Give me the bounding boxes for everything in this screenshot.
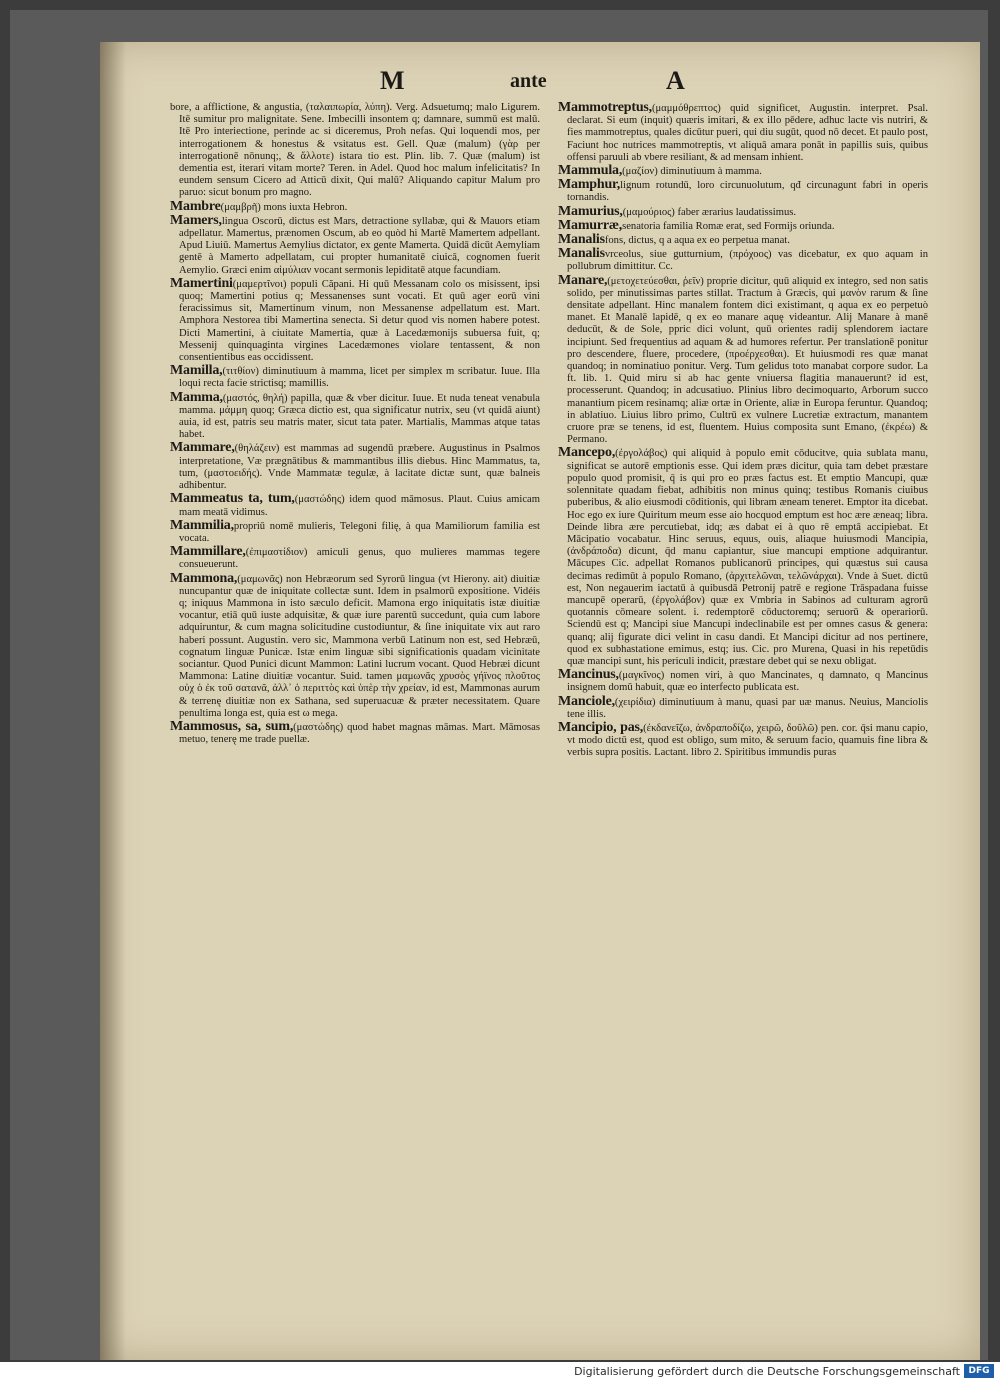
entry-headword: Mammula, [558,163,623,179]
running-head-right: A [666,66,685,95]
entry-headword: Manciole, [558,693,615,709]
running-head [100,66,980,106]
dictionary-entry [170,493,540,518]
dictionary-entry [558,693,928,721]
dictionary-entry [170,442,540,492]
entry-headword: Mammillare, [170,544,246,560]
gutter-shadow [100,42,126,1360]
dictionary-entry [170,517,540,545]
running-head-middle: ante [510,70,547,92]
entry-headword: Mambre [170,198,221,214]
dictionary-entry [558,719,928,760]
dictionary-entry [558,272,928,447]
entry-headword: Mamurius, [558,203,623,219]
left-column [170,102,540,1312]
dictionary-entry [170,570,540,720]
entry-headword: Manalis [558,246,605,262]
entry-text: lingua Oscorū, dictus est Mars, detractione syllabæ, qui & Mauors etiam adpellatur. Mamertus, prænomen Oscum, ab eo quòd hi Martē Mamertem adpellant. Apud Liuiū. Mamertus Aemylius dictator, ex gente Mamerta. Quidā dicūt Aemyliam gentē à Mamerto adpellatam, cui propter humanitatē ciuicā, cognomen fuerit Aemylio. Græci enim αἱμύλιαν vocant sermonis lepiditatē atque facundiam. [179,215,540,276]
dictionary-entry [170,389,540,442]
entry-headword: Mammeatus ta, tum, [170,491,295,507]
dictionary-entry [170,365,540,390]
entry-text: (μετοχετεύεσθαι, ῥεῖν) proprie dicitur, quū aliquid ex integro, sed non satis solido, per minutissimas partes stillat. Tractum à Græcis, qui μανὸν rarum & ſine densitate adpellant. Hinc manalem fontem dici existimant, q aqua ex eo perpetuò manet. Et Manalē lapidē, q ex eo manare aquę videantur. Alij Manare à manē deducūt, & de Sole, ppric dici volunt, quū orientes radij splendorem iactare incipiunt. Sed frequentius ad aquam & ad humores refertur. Per translationē ponitur pro descendere, fluere, procedere, (προέρχεσθαι). Et huiusmodi res quæ manat quandoq; in nominatiuo ponitur. Verg. Tum gelidus toto manabat corpore sudor. La ft. lib. 1. Quid miru si ab hac gente vniuersa flagitia manauerunt? id est, processerunt. Quandoq; in adcusatiuo. Plinius libro decimoquarto, Arborum succo manantium picem resinamq; aliæ ortæ in Oriente, aliæ in Europa feruntur. Quandoq; in ablatiuo. Liuius libro primo, Cultrū ex vulnere Lucretiæ extractum, manantem cruore præ se tenens, id est, fluentem. Huius composita sunt Emano, (ἐκρέω) & Permano. [567,275,928,446]
entry-text: (μαστώδης) quod habet magnas māmas. Mart. Māmosas metuo, tenerę me trade puellæ. [179,721,540,746]
running-head-left: M [380,66,405,95]
entry-text: (μαζίον) diminutiuum à mamma. [622,166,762,178]
dictionary-entry [170,275,540,364]
entry-text: lignum rotundū, loro circunuolutum, qđ circunagunt fabri in operis tornandis. [567,180,928,204]
entry-text: (ἐργολάβος) qui aliquid à populo emit cōducitve, quia sublata manu, significat se autorē emptionis esse. Qui idem præs dicitur, quia tam debet præstare populo quod promisit, q̄ is qui pro eo præs factus est. Et emptio Mancupi, quæ solennitate quadam fiebat, adhibitis non minus quinq; testibus Romanis ciuibus puberibus, & alio eiusmodi cōditionis, qui libram æneam teneret. Emptor ita dicebat. Hoc ego ex iure Quiritum meum esse aio hocquod emptum est hoc ære æneaq; libra. Deinde libra ære percutiebat, idq; æs dabat ei à quo rē emptā accipiebat. Et Mācipatio vocabatur. Hinc seruus, equus, ouis, aliaque huiusmodi Mancipia, (ἀνδράποδα) dicunt, q̄d manu capiantur, siue mancupi emptione adquirantur. Mācupes Cic. adpellat Romanos publicanorū principes, qui quæstus sui causa decimas redimūt à populo Romano, (ἀρχιτελῶναι, τελῶνάρχαι). Vnde à Suet. dictū est, Non negauerim iactatū à quibusdā Petronij patrē e regione Trāspadana fuisse mancupē operarū, (ἐργολάβον) quæ ex Vmbria in Sabinos ad culturam agrorū quotannis cōmeare solent. i. redemptorē cōductoremq; seruorū & operariorū. Sciendū est q; Mancipi siue Mancupi indeclinabile est per omnes casus & genera: quanq; alij figurate dici velint in casu dandi. Et Mancipi dicitur ad nos pertinere, quod ex subhastatione emimus, estq; ius. Cic. pro Murena, Quasi in his repetūdis quæ mancipi sunt, his periculi indicit, præstare debet qui se nexu obligat. [567,448,928,667]
entry-headword: Mamilla, [170,363,223,379]
entry-text: bore, a afflictione, & angustia, (ταλαιπωρία, λύπη). Verg. Adsuetumq; malo Ligurem. Itē sumitur pro malignitate. Sene. Imbecilli insontem q; damnare, summū est malū. Itē Pro interiectione, perinde ac si diceremus, Proh nefas. Qui loquendi mos, per interrogationem & honestus & vsitatus est. Gell. Quæ (malum) (γὰρ per interrogationē nōnunq;, & ἄλλοτε) istara tio est. Plin. lib. 7. Quæ (malum) ist dementia est, iterari vitam morte? Teren. in Adel. Quod hoc malum infelicitatis? In eundem sensum Cicero ad Atticū dixit, Qui malū? Aliquando capitur Malum pro paruo: sicut bonum pro magno. [170,102,540,199]
entry-headword: Mancepo, [558,445,616,461]
entry-headword: Mancinus, [558,667,619,683]
entry-text: senatoria familia Romæ erat, sed Formijs oriunda. [622,220,835,232]
entry-text: (μαμερτῖνοι) populi Căpani. Hi quū Messanam colo os misissent, ipsi quoq; Mamertini potius q; Messanenses sunt vocati. Et quū ager eorū vini feracissimus sit, Mamertinum vinum, non Messanense adpellatum est. Mart. Amphora Nestorea tibi Mamertina senecta. Si detur quod vis nomen habere potest. Dicti Mamertini, à ciuitate Mamertia, quæ à Lacedæmonijs subuersa fuit, q; Messenij quinquaginta virgines Lacedæmones violare tentassent, & non consentientibus eas occidissent. [179,278,540,364]
entry-text: (χειρίδια) diminutiuum à manu, quasi par uæ manus. Neuius, Manciolis tene illis. [567,696,928,720]
dictionary-entry [170,198,540,214]
dictionary-entry [558,217,928,233]
right-column [558,102,928,1312]
dictionary-entry [170,546,540,571]
dictionary-entry [558,102,928,164]
dictionary-entry [170,102,540,200]
entry-headword: Manalis [558,232,605,248]
entry-headword: Mamertini [170,275,233,291]
dictionary-entry [558,669,928,694]
footer-bar [0,1362,1000,1382]
entry-headword: Mammosus, sa, sum, [170,718,294,734]
entry-text: vrceolus, siue gutturnium, (πρόχοος) vas dicebatur, ex quo aquam in pollubrum dimittitur. Cc. [567,249,928,273]
entry-text: fons, dictus, q a aqua ex eo perpetua manat. [604,235,790,247]
entry-text: (ἐπιμαστίδιον) amiculi genus, quo mulieres mammas tegere consueuerunt. [179,547,540,571]
entry-text: (μαμβρῆ) mons iuxta Hebron. [220,201,348,213]
entry-headword: Manare, [558,272,608,288]
entry-headword: Mammotreptus, [558,102,652,115]
entry-headword: Mamma, [170,389,223,405]
dictionary-entry [558,234,928,247]
entry-text: (ἐκδανεῖζω, ἀνδραποδίζω, χειρῶ, δοῦλῶ) pen. cor. q̄si manu capio, vt modo dictū est, quod est obligo, sum mito, & seruum facio, quamuis fine libra & verbis supra positis. Lactant. libro 2. Spiritibus immundis puras [567,722,928,759]
dfg-logo: DFG [964,1364,994,1378]
entry-text: (μαμμόθρεπτος) quid significet, Augustin. interpret. Psal. declarat. Si eum (inquit) quæris imitari, & ex illo pēdere, adhuc lacte vis nutriri, & fies mammotreptus, quales dicūtur pueri, qui diu sugūt, quod nō decet. Et paulo post, Faciunt hoc nutrices mammotreptis, vt aliquā amara ponāt in papillis suis, quibus offensi paruuli ab vbere resiliant, & ad mensam inhient. [567,103,928,163]
entry-text: (θηλάζειν) est mammas ad sugendū præbere. Augustinus in Psalmos interpretatione, Væ prægnātibus & mammantibus illis diebus. Hinc Mammatus, ta, tum, (μαστοειδής). Vnde Mammatæ tegulæ, à lacitate dictæ sunt, quæ balneis adhibentur. [179,443,540,492]
dictionary-entry [170,212,540,277]
entry-text: (μαγκῖνος) nomen viri, à quo Mancinates, q damnato, q Mancinus insignem domū habuit, quæ eo interfecto publicata est. [567,670,928,694]
dictionary-entry [558,248,928,273]
scan-frame [10,10,988,1360]
entry-headword: Mamers, [170,212,222,228]
entry-text: (μαστός, θηλή) papilla, quæ & vber dicitur. Iuue. Et nuda teneat venabula mamma. μάμμη quoq; Græca dictio est, qua significatur nutrix, seu (vt quidā aiunt) auia, id est, patris seu matris mater, sicut tata pater. Martialis, Mammas atque tatas habet. [179,392,540,441]
entry-headword: Mancipio, pas, [558,719,644,735]
entry-text: (τιτθίον) diminutiuum à mamma, licet per simplex m scribatur. Iuue. Illa loqui recta facie strictisq; mamillis. [179,366,540,390]
dictionary-entry [558,179,928,204]
entry-headword: Mamphur, [558,177,621,193]
entry-text: (μαστώδης) idem quod māmosus. Plaut. Cuius amicam mam meatā vidimus. [179,494,540,518]
book-page [100,42,980,1360]
entry-text: (μαμωνᾶς) non Hebræorum sed Syrorū lingua (vt Hierony. ait) diuitiæ nuncupantur quæ de iniquitate collectæ sunt. Idem in psalmorū expositione. Vidéis q; iniquus Mammona in isto sæculo deficit. Mamona ergo iniquitatis istæ diuitiæ vocantur, etiā quū iuste adquisitæ, & quæ iure parentū succedunt, quia cum labore adquiruntur, & cum magna solicitudine custodiuntur, & ſine iniquitate vix aut raro haberi possunt. Augustin. vero sic, Mammona verbū Latinum non est, sed Hebræū, cognatum linguæ Punicæ. Istæ enim linguæ sibi significationis quadam vicinitate sociantur. Quod Punici dicunt Mammon: Latini lucrum vocant. Quod Hebræi dicunt Mammona: Latine diuitiæ vocantur. Suid. tamen μαμωνᾶς χρυσὸς γήϊνος πλοῦτος οὐχ ὁ ἐκ τοῦ σατανᾶ, ἀλλ᾽ ὁ περιττὸς καὶ ὑπὲρ τὴν χρείαν, id est, Mammonas aurum & terrenę diuitiæ non ex Sathana, sed superuacuæ & præter necessitatem. Quare penultima longa est, quia est ω mega. [179,573,540,719]
entry-headword: Mammilia, [170,517,234,533]
entry-headword: Mammona, [170,570,238,586]
entry-text: (μαμούριος) faber ærarius laudatissimus. [622,206,797,218]
dictionary-entry [170,718,540,746]
dictionary-entry [558,447,928,668]
entry-headword: Mamurræ, [558,217,623,233]
entry-headword: Mammare, [170,440,235,456]
entry-text: propriū nomē mulieris, Telegoni filię, à qua Mamiliorum familia est vocata. [179,520,540,544]
digitization-credit: Digitalisierung gefördert durch die Deutsche Forschungsgemeinschaft [574,1365,960,1378]
